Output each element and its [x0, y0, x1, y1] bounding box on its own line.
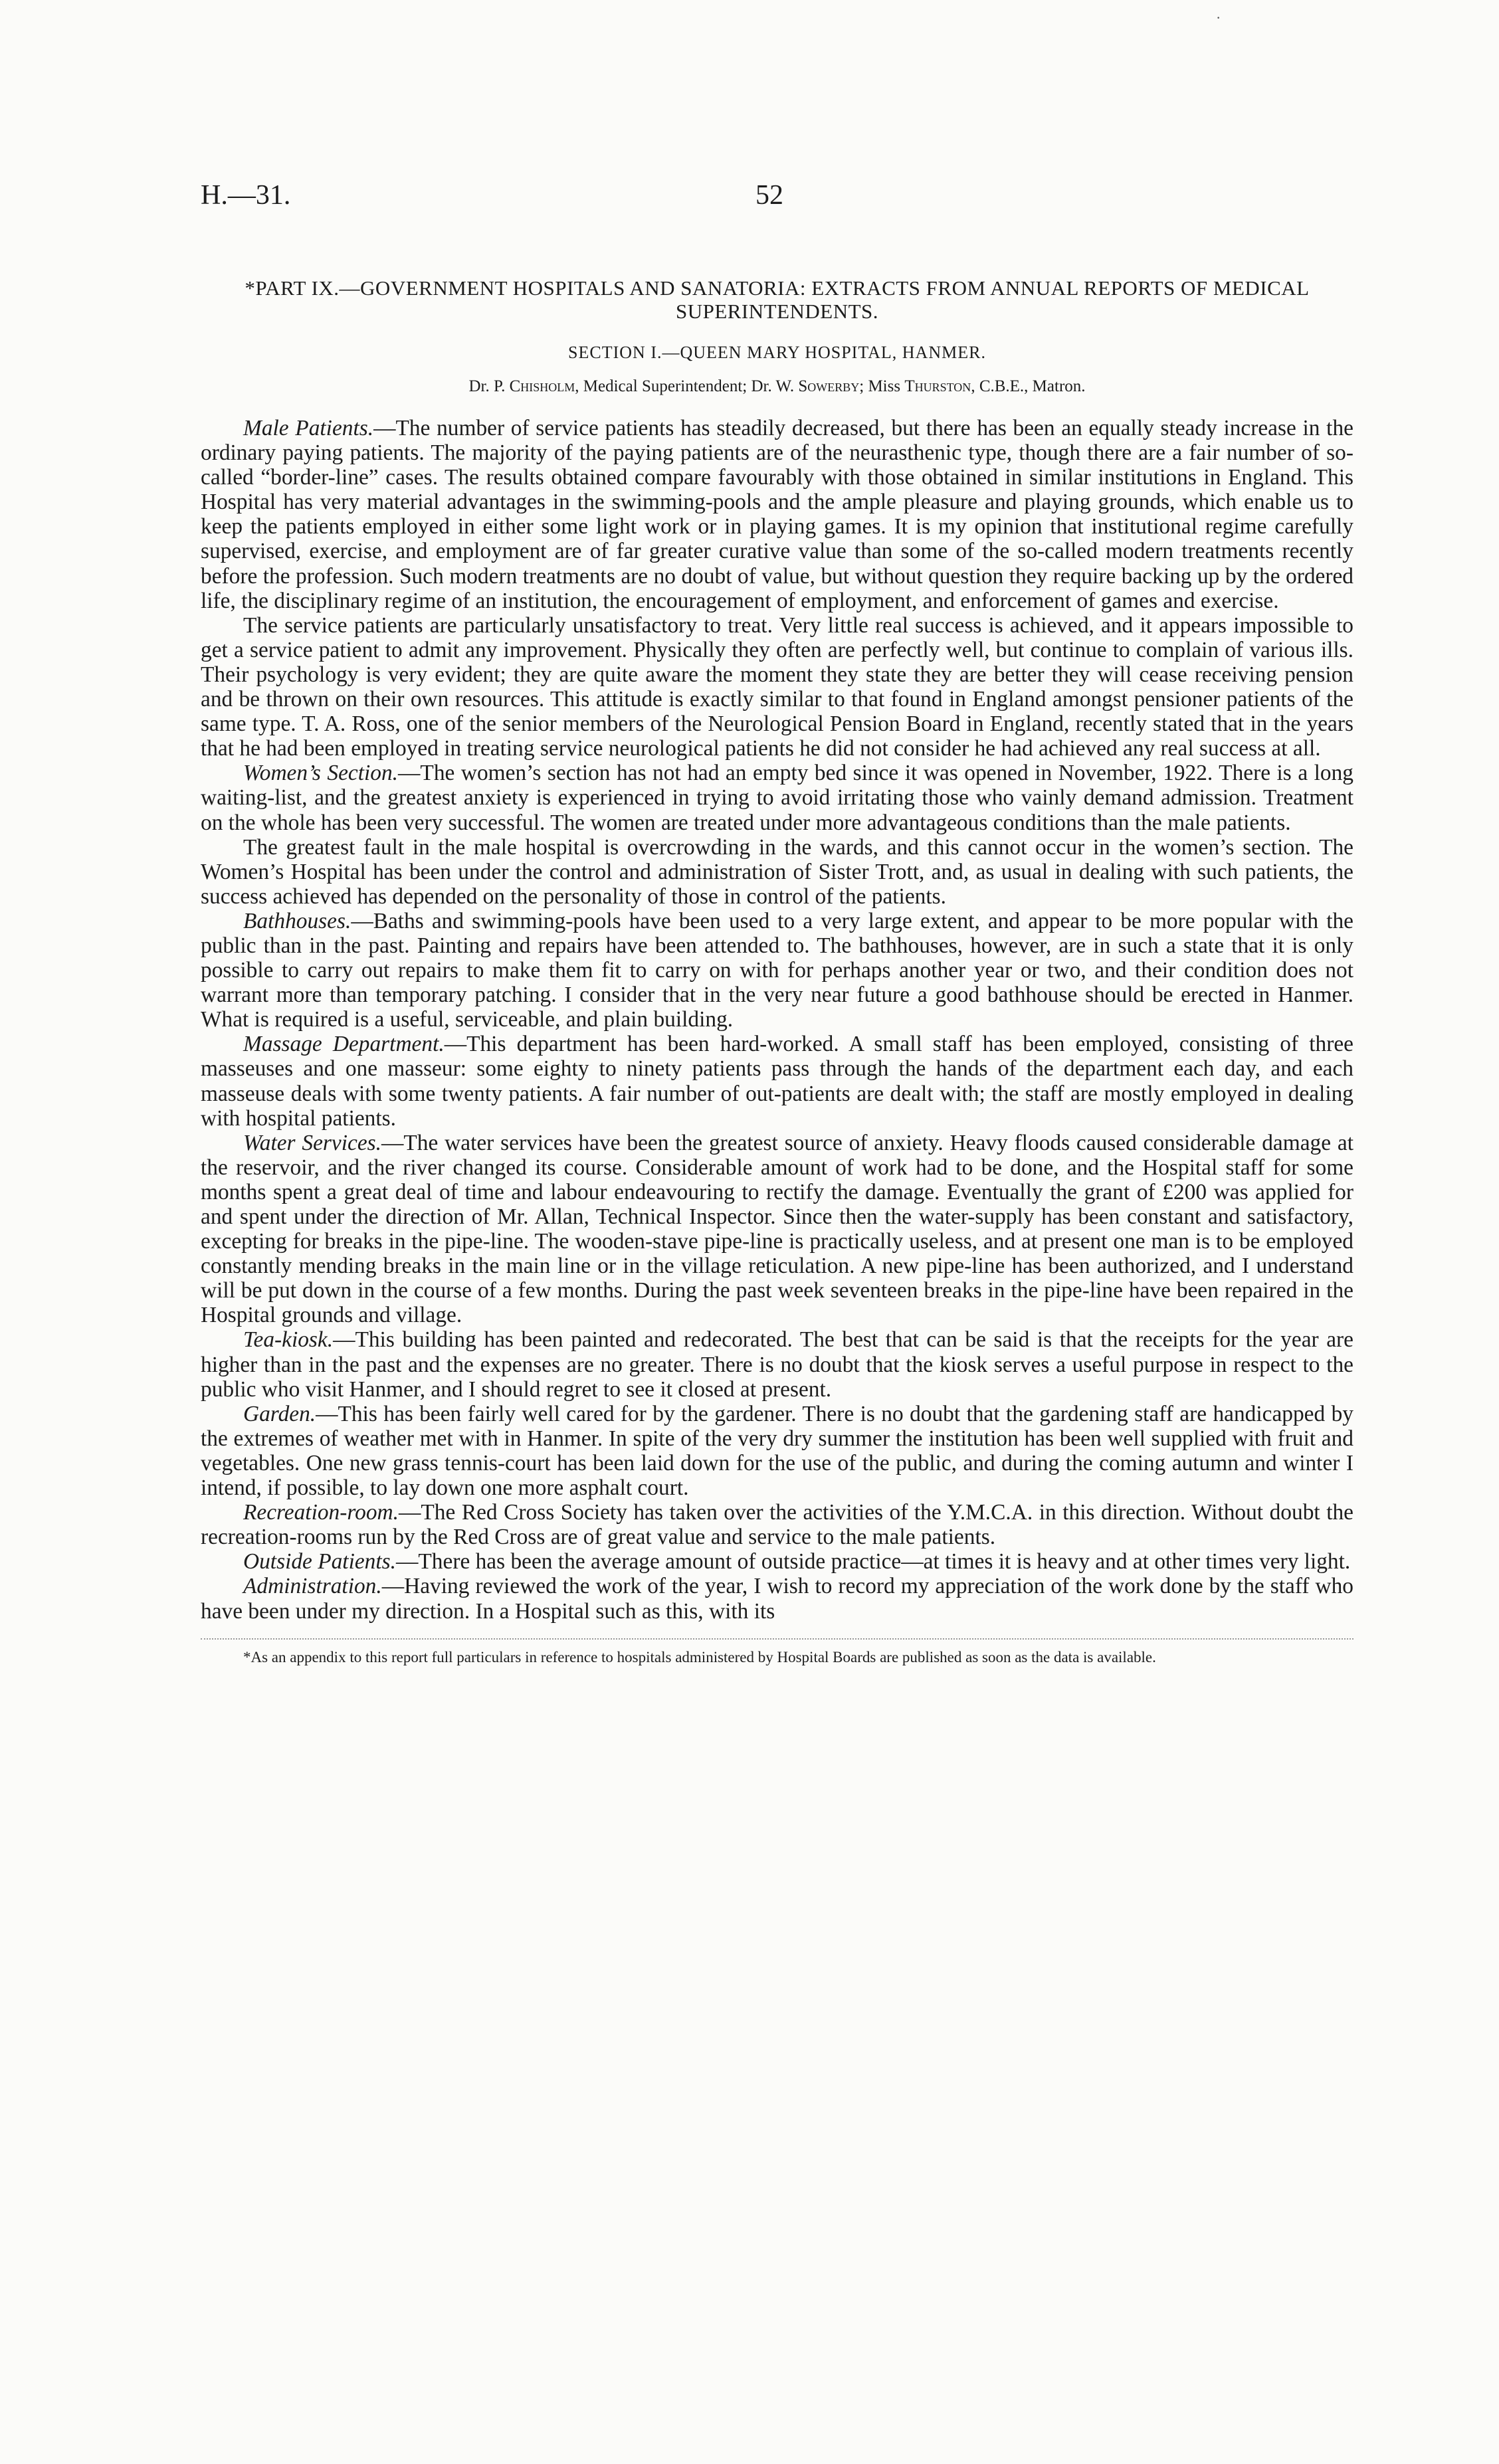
paragraph-bathhouses [201, 909, 1353, 1032]
paragraph-text: —The women’s section has not had an empty bed since it was opened in November, 1922. There is a long waiting-list, and the greatest anxiety is experienced in trying to avoid irritating those who vainly demand admission. Treatment on the whole has been very successful. The women are treated under more advantageous conditions than the male patients. [201, 761, 1354, 835]
staff-text: , Medical Superintendent; Dr. W. [575, 377, 799, 395]
footnote-divider [201, 1638, 1353, 1640]
footnote: *As an appendix to this report full particulars in reference to hospitals administered by Hospital Boards are published as soon as the data is available. [243, 1648, 1156, 1665]
staff-name: Thurston [904, 377, 971, 395]
document-page [201, 179, 1353, 1667]
paragraph-text: —There has been the average amount of outside practice—at times it is heavy and at other times very light. [396, 1549, 1351, 1574]
paragraph-text: —Having reviewed the work of the year, I wish to record my appreciation of the work done by the staff who have been under my direction. In a Hospital such as this, with its [201, 1574, 1353, 1624]
paragraph-recreation-room [201, 1500, 1353, 1549]
paragraph-text: —The Red Cross Society has taken over the activities of the Y.M.C.A. in this direction. Without doubt the recreation-rooms run by the Red Cross are of great value and service to the male patients. [201, 1500, 1353, 1550]
paragraph-heading: Administration. [243, 1574, 382, 1599]
page-number: 52 [755, 180, 783, 211]
staff-text: Dr. P. [468, 377, 510, 395]
paragraph-tea-kiosk [201, 1327, 1353, 1401]
paragraph-overcrowding [201, 835, 1353, 909]
paragraph-heading: Tea-kiosk. [243, 1327, 334, 1353]
document-reference: H.—31. [201, 180, 291, 211]
section-title: SECTION I.—QUEEN MARY HOSPITAL, HANMER. [568, 343, 986, 362]
report-body [201, 416, 1353, 1624]
paragraph-outside-patients [201, 1549, 1353, 1574]
paragraph-text: —This department has been hard-worked. A small staff has been employed, consisting of three masseuses and one masseur: some eighty to ninety patients pass through the hands of the department each day, and each masseuse deals with some twenty patients. A fair number of out-patients are dealt with; the staff are mostly employed in dealing with hospital patients. [201, 1032, 1353, 1131]
paragraph-text: —This building has been painted and redecorated. The best that can be said is that the receipts for the year are higher than in the past and the expenses are no greater. There is no doubt that the kiosk serves a useful purpose in respect to the public who visit Hanmer, and I should regret to see it closed at present. [201, 1327, 1353, 1402]
corner-mark: · [1216, 9, 1221, 26]
staff-line [201, 377, 1353, 396]
paragraph-garden [201, 1402, 1353, 1500]
paragraph-massage-department [201, 1032, 1353, 1130]
paragraph-text: —The number of service patients has steadily decreased, but there has been an equally steady increase in the ordinary paying patients. The majority of the paying patients are of the neurasthenic type, though there are a fair number of so-called “border-line” cases. The results obtained compare favourably with those obtained in similar institutions in England. This Hospital has very material advantages in the swimming-pools and the ample pleasure and playing grounds, which enable us to keep the patients employed in either some light work or in playing games. It is my opinion that institutional regime carefully supervised, exercise, and employment are of far greater curative value than some of the so-called modern treatments recently before the profession. Such modern treatments are no doubt of value, but without question they require backing up by the ordered life, the disciplinary regime of an institution, the encouragement of employment, and enforcement of games and exercise. [201, 416, 1353, 613]
paragraph-text: —This has been fairly well cared for by the gardener. There is no doubt that the gardening staff are handicapped by the extremes of weather met with in Hanmer. In spite of the very dry summer the institution has been well supplied with fruit and vegetables. One new grass tennis-court has been laid down for the use of the public, and during the coming autumn and winter I intend, if possible, to lay down one more asphalt court. [201, 1401, 1353, 1501]
paragraph-service-patients [201, 613, 1353, 761]
paragraph-heading: Massage Department. [243, 1032, 445, 1057]
paragraph-heading: Garden. [243, 1401, 316, 1426]
part-title: *PART IX.—GOVERNMENT HOSPITALS AND SANATORIA: EXTRACTS FROM ANNUAL REPORTS OF MEDICAL SUPERINTENDENTS. [245, 276, 1310, 323]
paragraph-heading: Male Patients. [243, 416, 374, 440]
paragraph-text: The greatest fault in the male hospital is overcrowding in the wards, and this cannot occur in the women’s section. The Women’s Hospital has been under the control and administration of Sister Trott, and, as usual in dealing with such patients, the success achieved has depended on the personality of those in control of the patients. [201, 834, 1353, 909]
paragraph-heading: Outside Patients. [243, 1549, 397, 1574]
paragraph-heading: Women’s Section. [243, 761, 399, 786]
paragraph-water-services [201, 1131, 1353, 1328]
paragraph-heading: Water Services. [243, 1130, 381, 1155]
staff-name: Chisholm [509, 377, 575, 395]
paragraph-male-patients [201, 416, 1353, 613]
paragraph-text: —Baths and swimming-pools have been used to a very large extent, and appear to be more popular with the public than in the past. Painting and repairs have been attended to. The bathhouses, however, are in such a state that it is only possible to carry out repairs to make them fit to carry on with for perhaps another year or two, and their condition does not warrant more than temporary patching. I consider that in the very near future a good bathhouse should be erected in Hanmer. What is required is a useful, serviceable, and plain building. [201, 908, 1353, 1032]
staff-text: , C.B.E., Matron. [971, 377, 1086, 395]
page-header [201, 179, 1353, 219]
staff-name: Sowerby [798, 377, 860, 395]
paragraph-womens-section [201, 761, 1353, 834]
paragraph-administration [201, 1574, 1353, 1623]
paragraph-text: The service patients are particularly unsatisfactory to treat. Very little real success is achieved, and it appears impossible to get a service patient to admit any improvement. Physically they often are perfectly well, but continue to complain of various ills. Their psychology is very evident; they are quite aware the moment they state they are better they will cease receiving pension and be thrown on their own resources. This attitude is exactly similar to that found in England amongst pensioner patients of the same type. T. A. Ross, one of the senior members of the Neurological Pension Board in England, recently stated that in the years that he had been employed in treating service neurological patients he did not consider he had achieved any real success at all. [201, 613, 1353, 761]
paragraph-text: —The water services have been the greatest source of anxiety. Heavy floods caused considerable damage at the reservoir, and the river changed its course. Considerable amount of work had to be done, and the Hospital staff for some months spent a great deal of time and labour endeavouring to rectify the damage. Eventually the grant of £200 was applied for and spent under the direction of Mr. Allan, Technical Inspector. Since then the water-supply has been constant and satisfactory, excepting for breaks in the pipe-line. The wooden-stave pipe-line is practically useless, and at present one man is to be employed constantly mending breaks in the main line or in the village reticulation. A new pipe-line has been authorized, and I understand will be put down in the course of a few months. During the past week seventeen breaks in the pipe-line have been repaired in the Hospital grounds and village. [201, 1130, 1353, 1328]
staff-text: ; Miss [859, 377, 905, 395]
paragraph-heading: Recreation-room. [243, 1500, 399, 1525]
paragraph-heading: Bathhouses. [243, 908, 351, 933]
